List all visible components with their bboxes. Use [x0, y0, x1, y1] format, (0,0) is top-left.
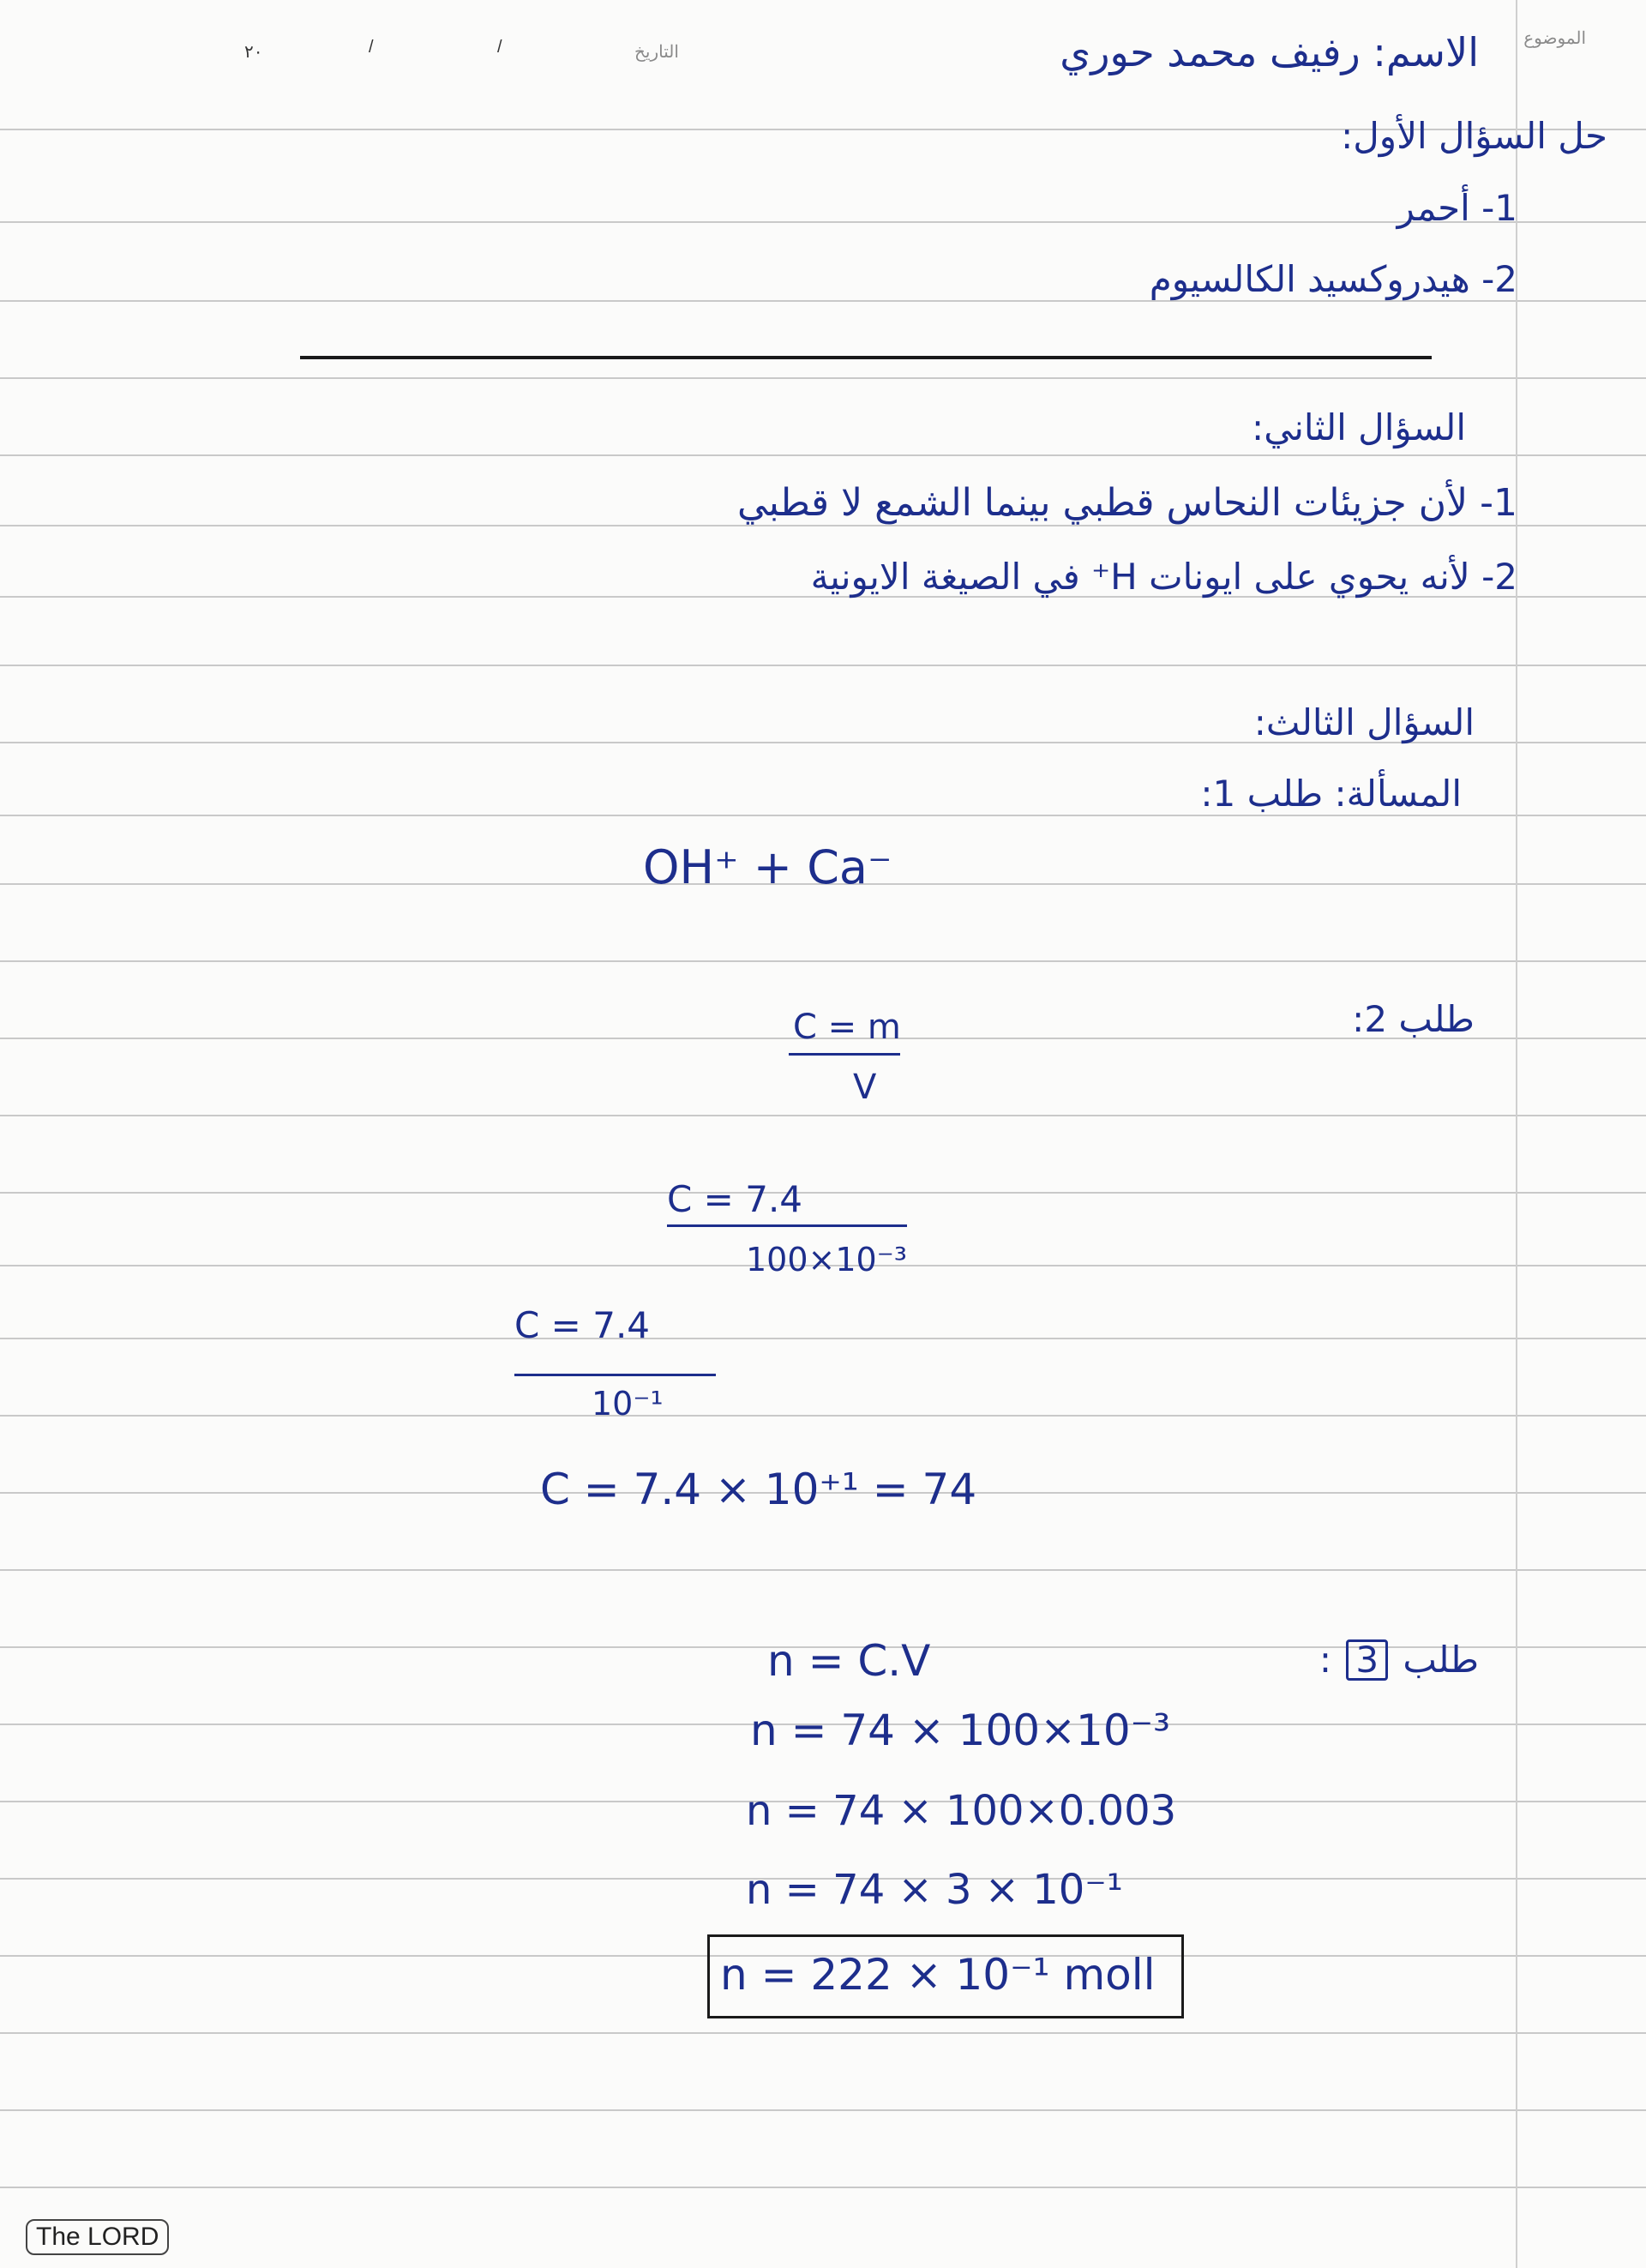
step2-numerator: C = 7.4 — [514, 1304, 651, 1346]
brand-tag: The LORD — [26, 2219, 169, 2255]
student-name: الاسم: رفيف محمد حوري — [1060, 29, 1479, 75]
q2-heading: السؤال الثاني: — [1252, 406, 1466, 448]
part3-label-text: طلب — [1403, 1639, 1479, 1681]
rule-line — [0, 1415, 1646, 1417]
q3-heading: السؤال الثالث: — [1253, 701, 1475, 743]
rule-line — [0, 377, 1646, 379]
q1-heading: حل السؤال الأول: — [1341, 115, 1607, 157]
concentration-result: C = 7.4 × 10⁺¹ = 74 — [540, 1465, 977, 1514]
part3-label-number: 3 — [1346, 1639, 1388, 1681]
fraction-bar — [667, 1224, 907, 1227]
q2-answer-1: 1- لأن جزيئات النحاس قطبي بينما الشمع لا قطبي — [736, 481, 1517, 525]
step1-numerator: C = 7.4 — [667, 1178, 803, 1220]
rule-line — [0, 1338, 1646, 1339]
rule-line — [0, 815, 1646, 816]
part3-label — [1319, 1639, 1479, 1681]
moles-step-3: n = 74 × 3 × 10⁻¹ — [746, 1866, 1123, 1914]
concentration-formula-denominator: V — [853, 1068, 877, 1107]
final-answer: n = 222 × 10⁻¹ moll — [720, 1950, 1156, 2000]
rule-line — [0, 1115, 1646, 1116]
date-separator: / — [369, 38, 374, 57]
year-label: ٢٠ — [244, 43, 263, 62]
rule-line — [0, 1192, 1646, 1194]
fraction-bar — [514, 1374, 716, 1376]
q1-answer-1: 1- أحمر — [1397, 187, 1517, 229]
q3-problem: المسألة: طلب 1: — [1200, 773, 1462, 815]
rule-line — [0, 525, 1646, 526]
rule-line — [0, 2187, 1646, 2188]
rule-line — [0, 454, 1646, 456]
q1-answer-2: 2- هيدروكسيد الكالسيوم — [1149, 258, 1517, 300]
rule-line — [0, 2032, 1646, 2034]
part2-label: طلب 2: — [1352, 998, 1475, 1040]
rule-line — [0, 1569, 1646, 1571]
moles-step-2: n = 74 × 100×0.003 — [746, 1787, 1177, 1835]
rule-line — [0, 300, 1646, 302]
step1-denominator: 100×10⁻³ — [746, 1241, 908, 1278]
moles-step-1: n = 74 × 100×10⁻³ — [750, 1706, 1171, 1755]
rule-line — [0, 2109, 1646, 2111]
date-label: التاريخ — [634, 43, 679, 62]
moles-formula: n = C.V — [767, 1636, 931, 1686]
part3-label-colon: : — [1319, 1639, 1331, 1681]
fraction-bar — [789, 1053, 900, 1056]
section-divider — [300, 356, 1432, 359]
ion-equation: OH⁺ + Ca⁻ — [643, 840, 892, 894]
rule-line — [0, 960, 1646, 962]
margin-line — [1516, 0, 1517, 2268]
subject-label: الموضوع — [1523, 29, 1586, 48]
concentration-formula-numerator: C = m — [793, 1008, 901, 1047]
q2-answer-2: 2- لأنه يحوي على ايونات H⁺ في الصيغة الايونية — [810, 556, 1517, 598]
step2-denominator: 10⁻¹ — [592, 1385, 664, 1423]
rule-line — [0, 665, 1646, 666]
date-separator: / — [497, 38, 502, 57]
